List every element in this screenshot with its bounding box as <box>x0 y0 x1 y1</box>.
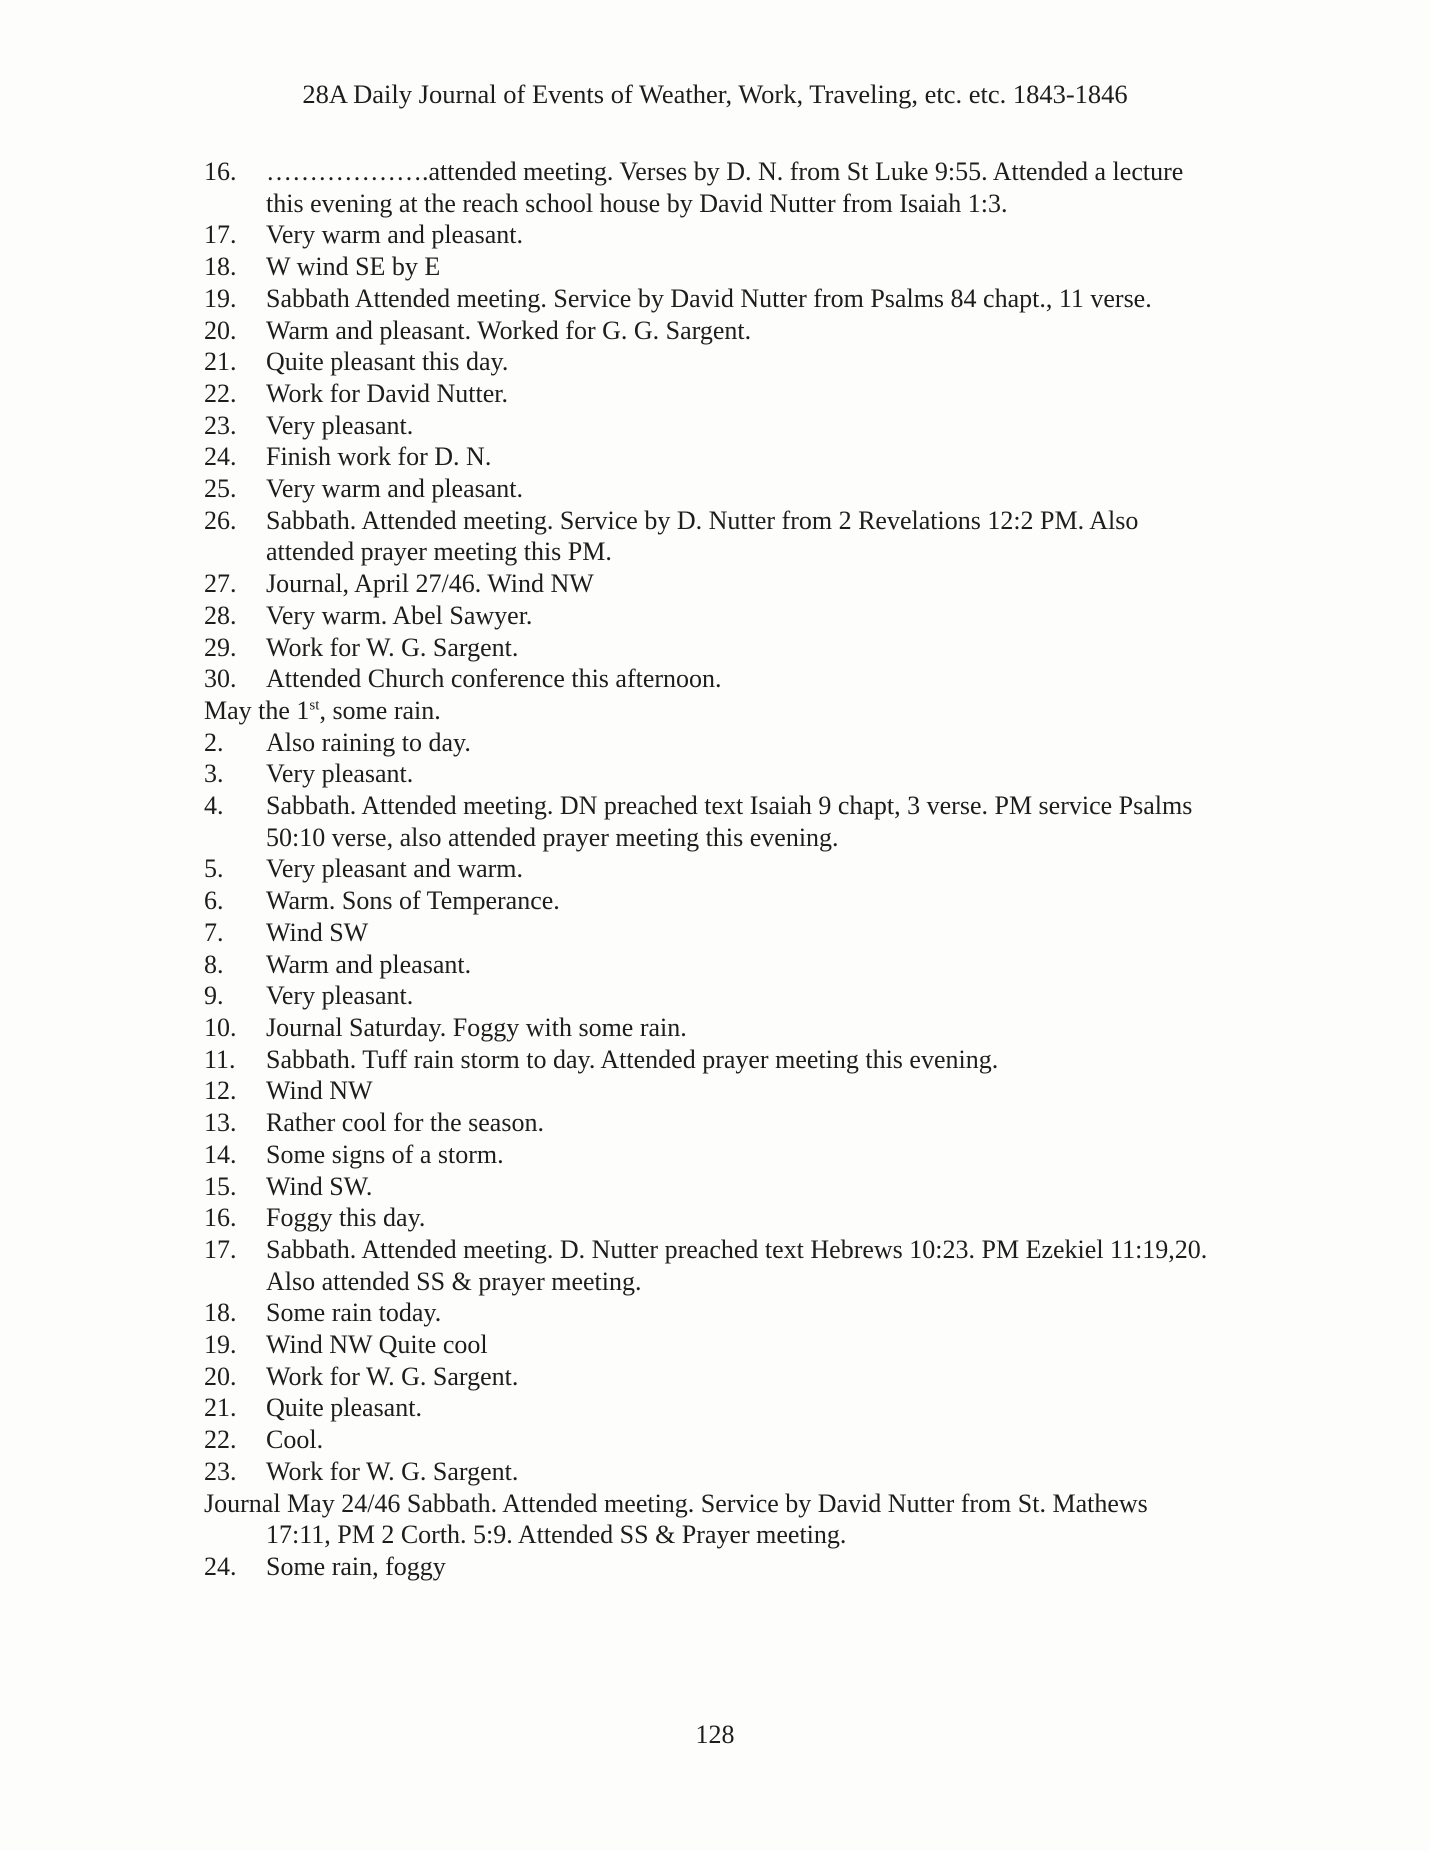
journal-entry <box>204 1424 1214 1456</box>
entry-text: Warm and pleasant. <box>266 949 472 979</box>
entry-text: Very warm and pleasant. <box>266 220 524 250</box>
journal-entry <box>204 1075 1214 1107</box>
journal-entry <box>204 1297 1214 1329</box>
entry-text: Rather cool for the season. <box>266 1108 544 1138</box>
entry-text: Some signs of a storm. <box>266 1139 504 1169</box>
journal-entry <box>204 663 1214 695</box>
entry-text: Very warm and pleasant. <box>266 474 524 504</box>
entry-number: 19. <box>204 1330 237 1360</box>
entry-number: 23. <box>204 1456 237 1486</box>
journal-entry <box>204 473 1214 505</box>
entry-number: 21. <box>204 347 237 377</box>
journal-entry <box>204 156 1214 219</box>
journal-entry <box>204 315 1214 347</box>
entry-number: 7. <box>204 917 224 947</box>
journal-entry <box>204 283 1214 315</box>
entry-text: Sabbath. Attended meeting. D. Nutter preached text Hebrews 10:23. PM Ezekiel 11:19,20. Also attended SS & prayer meeting. <box>266 1234 1208 1296</box>
entry-number: 22. <box>204 378 237 408</box>
may-first-superscript: st <box>309 697 320 714</box>
entry-number: 2. <box>204 727 224 757</box>
entry-text: Attended Church conference this afternoon. <box>266 664 722 694</box>
entry-number: 4. <box>204 791 224 821</box>
journal-entry <box>204 727 1214 759</box>
entry-number: 24. <box>204 1551 237 1581</box>
journal-entry <box>204 1392 1214 1424</box>
journal-entry <box>204 1044 1214 1076</box>
journal-entry <box>204 568 1214 600</box>
entry-text: Some rain today. <box>266 1298 442 1328</box>
entry-text: Wind NW Quite cool <box>266 1330 488 1360</box>
journal-entry <box>204 917 1214 949</box>
entry-text: Sabbath. Attended meeting. DN preached text Isaiah 9 chapt, 3 verse. PM service Psalms 50:10 verse, also attended prayer meeting this evening. <box>266 791 1193 852</box>
entry-number: 29. <box>204 632 237 662</box>
journal-entry <box>204 1139 1214 1171</box>
may-first-suffix: , some rain. <box>319 695 441 725</box>
entry-text: Warm and pleasant. Worked for G. G. Sargent. <box>266 315 752 345</box>
entry-text: Wind SW <box>266 917 369 947</box>
entry-text: Wind SW. <box>266 1171 373 1201</box>
journal-entry <box>204 758 1214 790</box>
entry-text: Cool. <box>266 1425 324 1455</box>
entry-number: 22. <box>204 1425 237 1455</box>
journal-entry <box>204 632 1214 664</box>
entry-number: 13. <box>204 1108 237 1138</box>
entry-number: 6. <box>204 886 224 916</box>
journal-entry <box>204 853 1214 885</box>
entry-text: Warm. Sons of Temperance. <box>266 886 560 916</box>
entry-text: Quite pleasant. <box>266 1393 422 1423</box>
entry-number: 5. <box>204 854 224 884</box>
journal-entry <box>204 378 1214 410</box>
entry-number: 21. <box>204 1393 237 1423</box>
may-first-prefix: May the 1 <box>204 695 310 725</box>
journal-entry <box>204 251 1214 283</box>
entry-text: Also raining to day. <box>266 727 471 757</box>
entry-number: 14. <box>204 1139 237 1169</box>
journal-entry <box>204 1456 1214 1488</box>
journal-entry <box>204 1107 1214 1139</box>
entry-number: 30. <box>204 664 237 694</box>
entry-number: 3. <box>204 759 224 789</box>
entry-number: 12. <box>204 1076 237 1106</box>
entry-text: Work for W. G. Sargent. <box>266 1361 519 1391</box>
entry-number: 10. <box>204 1012 237 1042</box>
journal-entry <box>204 346 1214 378</box>
entry-text: Sabbath. Tuff rain storm to day. Attended prayer meeting this evening. <box>266 1044 999 1074</box>
entry-text: Finish work for D. N. <box>266 442 492 472</box>
entry-number: 24. <box>204 442 237 472</box>
entry-number: 18. <box>204 252 237 282</box>
entry-text: ……………….attended meeting. Verses by D. N. from St Luke 9:55. Attended a lecture this evening at the reach school house by David Nutter from Isaiah 1:3. <box>266 157 1184 218</box>
entry-number: 9. <box>204 981 224 1011</box>
journal-entry <box>204 600 1214 632</box>
page-number: 128 <box>695 1720 735 1749</box>
journal-entry <box>204 1202 1214 1234</box>
entry-text: Very pleasant and warm. <box>266 854 524 884</box>
entry-text: Very pleasant. <box>266 981 414 1011</box>
entry-number: 28. <box>204 600 237 630</box>
page-header: 28A Daily Journal of Events of Weather, Work, Traveling, etc. etc. 1843-1846 <box>302 79 1128 109</box>
journal-entry <box>204 949 1214 981</box>
journal-entry <box>204 790 1214 853</box>
entry-text: Very pleasant. <box>266 759 414 789</box>
journal-entry <box>204 1012 1214 1044</box>
entry-number: 26. <box>204 505 237 535</box>
journal-may-24-entry: Journal May 24/46 Sabbath. Attended meeting. Service by David Nutter from St. Mathews 17:11, PM 2 Corth. 5:9. Attended SS & Prayer meeting. <box>204 1488 1148 1550</box>
entry-text: Work for W. G. Sargent. <box>266 632 519 662</box>
entry-number: 16. <box>204 1203 237 1233</box>
entry-text: Foggy this day. <box>266 1203 426 1233</box>
entry-text: Work for W. G. Sargent. <box>266 1456 519 1486</box>
entry-text: Very pleasant. <box>266 410 414 440</box>
journal-entries <box>204 156 1214 1583</box>
entry-number: 17. <box>204 220 237 250</box>
entry-number: 25. <box>204 474 237 504</box>
entry-text: W wind SE by E <box>266 252 441 282</box>
entry-number: 23. <box>204 410 237 440</box>
journal-entry <box>204 885 1214 917</box>
entry-text: Quite pleasant this day. <box>266 347 509 377</box>
journal-entry <box>204 980 1214 1012</box>
entry-number: 20. <box>204 315 237 345</box>
entry-text: Some rain, foggy <box>266 1551 446 1581</box>
journal-entry <box>204 505 1214 568</box>
entry-text: Wind NW <box>266 1076 373 1106</box>
journal-entry <box>204 1234 1214 1297</box>
entry-number: 15. <box>204 1171 237 1201</box>
entry-number: 16. <box>204 157 237 186</box>
entry-number: 27. <box>204 569 237 599</box>
entry-number: 18. <box>204 1298 237 1328</box>
journal-entry <box>204 1551 1214 1583</box>
entry-text: Sabbath. Attended meeting. Service by D. Nutter from 2 Revelations 12:2 PM. Also attended prayer meeting this PM. <box>266 505 1139 567</box>
entry-number: 11. <box>204 1044 236 1074</box>
journal-entry <box>204 441 1214 473</box>
journal-entry <box>204 1329 1214 1361</box>
journal-entry <box>204 1171 1214 1203</box>
entry-number: 19. <box>204 283 237 313</box>
entry-number: 20. <box>204 1361 237 1391</box>
journal-entry <box>204 1361 1214 1393</box>
entry-text: Journal Saturday. Foggy with some rain. <box>266 1012 687 1042</box>
journal-entry <box>204 410 1214 442</box>
entry-text: Very warm. Abel Sawyer. <box>266 600 533 630</box>
may-first-entry <box>204 695 1214 727</box>
entry-text: Work for David Nutter. <box>266 378 508 408</box>
entry-text: Journal, April 27/46. Wind NW <box>266 569 594 599</box>
journal-entry <box>204 219 1214 251</box>
entry-text: Sabbath Attended meeting. Service by David Nutter from Psalms 84 chapt., 11 verse. <box>266 283 1152 313</box>
entry-number: 17. <box>204 1234 237 1264</box>
entry-number: 8. <box>204 949 224 979</box>
